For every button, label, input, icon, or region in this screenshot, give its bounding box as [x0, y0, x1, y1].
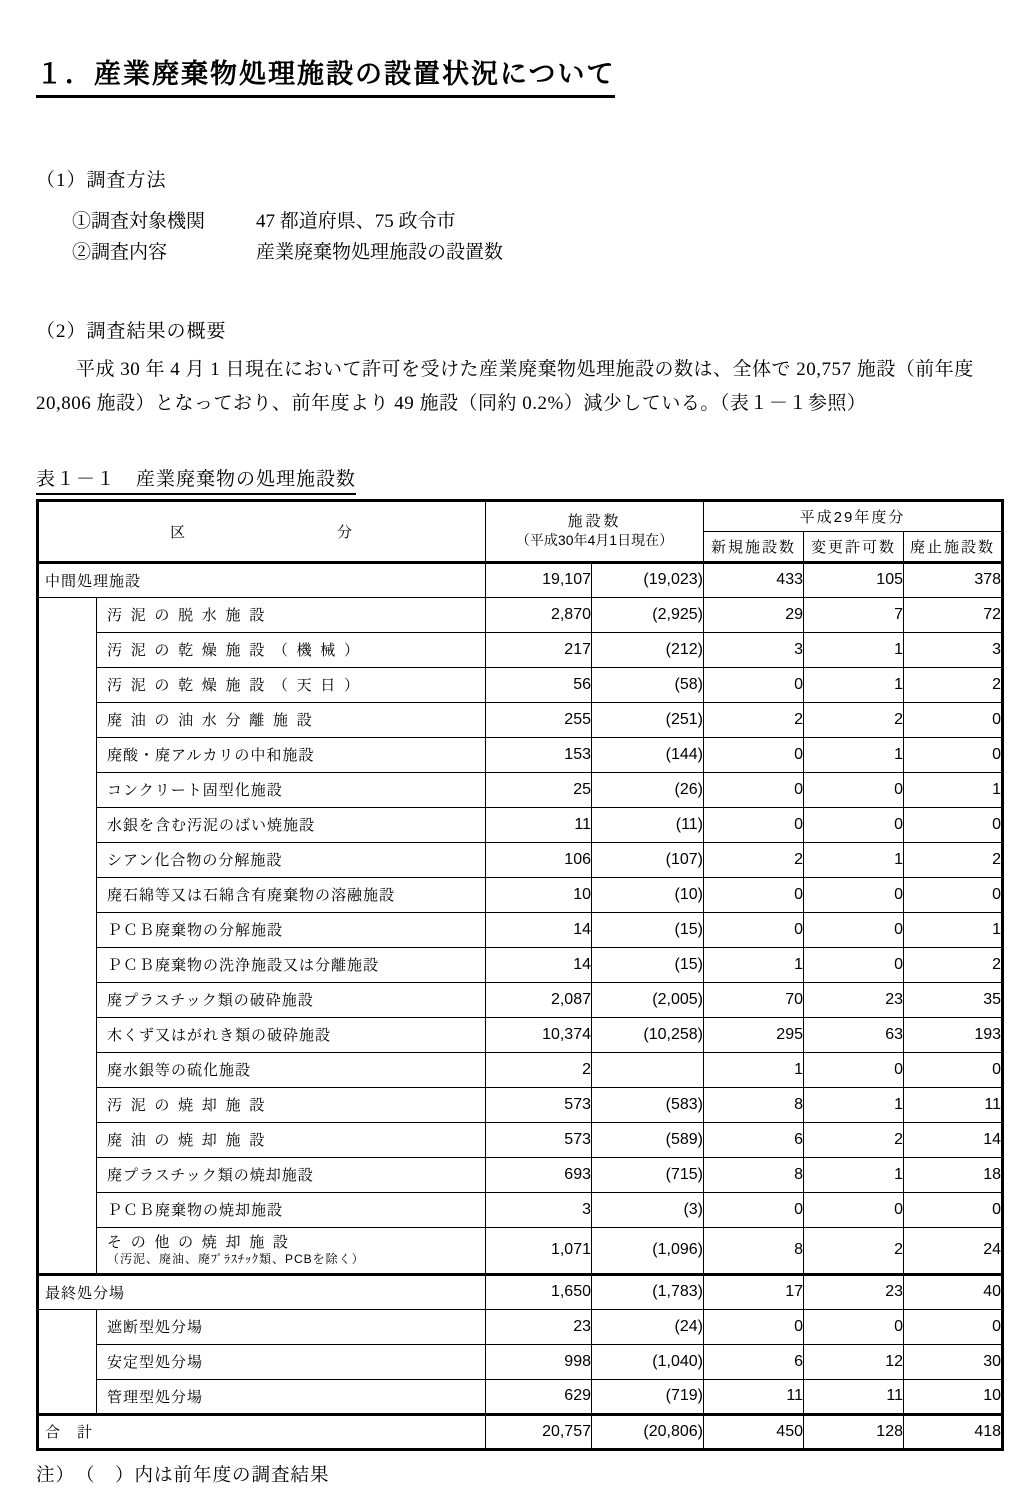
row-category-label: 汚泥の脱水施設	[97, 597, 486, 632]
cell-abolished-facilities: 11	[904, 1087, 1003, 1122]
table-header-row-1	[38, 500, 1003, 531]
cell-change-permits: 0	[804, 1192, 904, 1227]
cell-abolished-facilities: 30	[904, 1344, 1003, 1379]
cell-count-current: 573	[486, 1122, 592, 1157]
cell-change-permits: 63	[804, 1017, 904, 1052]
cell-abolished-facilities: 0	[904, 1192, 1003, 1227]
cell-change-permits: 1	[804, 667, 904, 702]
method-item-content	[72, 237, 1002, 268]
cell-new-facilities: 6	[704, 1344, 804, 1379]
cell-count-current: 23	[486, 1309, 592, 1344]
cell-abolished-facilities: 2	[904, 842, 1003, 877]
cell-abolished-facilities: 193	[904, 1017, 1003, 1052]
row-category-label: 管理型処分場	[97, 1379, 486, 1414]
cell-count-current: 1,650	[486, 1274, 592, 1309]
cell-abolished-facilities: 14	[904, 1122, 1003, 1157]
cell-count-previous-year: (3)	[592, 1192, 704, 1227]
cell-count-previous-year: (2,925)	[592, 597, 704, 632]
cell-abolished-facilities: 0	[904, 737, 1003, 772]
cell-count-current: 629	[486, 1379, 592, 1414]
table-row	[38, 737, 1003, 772]
survey-method-heading: （1）調査方法	[36, 169, 167, 191]
row-category-label: 廃酸・廃アルカリの中和施設	[97, 737, 486, 772]
row-category-label: ＰＣＢ廃棄物の焼却施設	[97, 1192, 486, 1227]
cell-count-current: 106	[486, 842, 592, 877]
cell-count-previous-year	[592, 1052, 704, 1087]
cell-new-facilities: 2	[704, 842, 804, 877]
cell-new-facilities: 3	[704, 632, 804, 667]
table-row	[38, 807, 1003, 842]
cell-count-previous-year: (107)	[592, 842, 704, 877]
row-category-label: 遮断型処分場	[97, 1309, 486, 1344]
cell-new-facilities: 433	[704, 562, 804, 597]
cell-change-permits: 1	[804, 632, 904, 667]
cell-new-facilities: 29	[704, 597, 804, 632]
method-item-content-label: ②調査内容	[72, 241, 168, 263]
row-category-label: 廃水銀等の硫化施設	[97, 1052, 486, 1087]
table-row	[38, 1227, 1003, 1274]
header-facility-count	[486, 500, 704, 562]
cell-count-previous-year: (1,783)	[592, 1274, 704, 1309]
cell-count-previous-year: (1,040)	[592, 1344, 704, 1379]
method-item-content-value: 産業廃棄物処理施設の設置数	[256, 241, 504, 263]
cell-new-facilities: 70	[704, 982, 804, 1017]
cell-count-current: 2,087	[486, 982, 592, 1017]
cell-abolished-facilities: 1	[904, 772, 1003, 807]
table-caption-wrap	[36, 464, 1002, 495]
table-row	[38, 877, 1003, 912]
method-item-target	[72, 206, 1002, 237]
row-category-label: 合 計	[38, 1414, 486, 1449]
cell-count-current: 19,107	[486, 562, 592, 597]
cell-change-permits: 23	[804, 1274, 904, 1309]
table-row	[38, 772, 1003, 807]
facility-count-table	[36, 499, 1004, 1451]
cell-count-previous-year: (19,023)	[592, 562, 704, 597]
cell-count-previous-year: (2,005)	[592, 982, 704, 1017]
row-category-label: 木くず又はがれき類の破砕施設	[97, 1017, 486, 1052]
cell-count-current: 20,757	[486, 1414, 592, 1449]
cell-count-previous-year: (212)	[592, 632, 704, 667]
cell-count-previous-year: (10)	[592, 877, 704, 912]
row-category-label: 最終処分場	[38, 1274, 486, 1309]
cell-count-previous-year: (583)	[592, 1087, 704, 1122]
method-item-target-value: 47 都道府県、75 政令市	[256, 210, 456, 232]
table-row	[38, 1309, 1003, 1344]
table-row	[38, 562, 1003, 597]
row-category-label: 汚泥の焼却施設	[97, 1087, 486, 1122]
cell-count-current: 25	[486, 772, 592, 807]
indent-spacer-cell	[38, 1309, 97, 1414]
header-category	[38, 500, 486, 562]
table-row	[38, 842, 1003, 877]
cell-count-current: 1,071	[486, 1227, 592, 1274]
cell-count-previous-year: (719)	[592, 1379, 704, 1414]
cell-abolished-facilities: 72	[904, 597, 1003, 632]
cell-count-previous-year: (26)	[592, 772, 704, 807]
cell-count-current: 573	[486, 1087, 592, 1122]
cell-change-permits: 0	[804, 772, 904, 807]
cell-count-current: 11	[486, 807, 592, 842]
table-row-total	[38, 1414, 1003, 1449]
cell-new-facilities: 0	[704, 667, 804, 702]
cell-count-current: 998	[486, 1344, 592, 1379]
cell-abolished-facilities: 3	[904, 632, 1003, 667]
cell-count-current: 10,374	[486, 1017, 592, 1052]
survey-results-paragraph: 平成 30 年 4 月 1 日現在において許可を受けた産業廃棄物処理施設の数は、全体で 20,757 施設（前年度 20,806 施設）となっており、前年度より 49 施設（同約 0.2%）減少している。（表１－１参照）	[36, 359, 974, 415]
cell-abolished-facilities: 0	[904, 807, 1003, 842]
table-caption: 表１－１ 産業廃棄物の処理施設数	[36, 464, 356, 495]
cell-change-permits: 1	[804, 737, 904, 772]
cell-count-previous-year: (1,096)	[592, 1227, 704, 1274]
header-facility-count-line2: （平成30年4月1日現在）	[515, 531, 674, 548]
cell-change-permits: 105	[804, 562, 904, 597]
cell-abolished-facilities: 2	[904, 667, 1003, 702]
cell-count-current: 255	[486, 702, 592, 737]
indent-spacer-cell	[38, 597, 97, 1274]
cell-change-permits: 1	[804, 842, 904, 877]
table-row	[38, 947, 1003, 982]
table-row	[38, 1157, 1003, 1192]
header-category-right: 分	[337, 523, 355, 541]
cell-new-facilities: 8	[704, 1227, 804, 1274]
row-category-label-line1: その他の焼却施設	[107, 1233, 297, 1251]
row-category-label: 廃プラスチック類の焼却施設	[97, 1157, 486, 1192]
row-category-label: 中間処理施設	[38, 562, 486, 597]
cell-abolished-facilities: 24	[904, 1227, 1003, 1274]
cell-new-facilities: 1	[704, 1052, 804, 1087]
table-row	[38, 632, 1003, 667]
cell-new-facilities: 17	[704, 1274, 804, 1309]
table-row	[38, 597, 1003, 632]
cell-count-previous-year: (589)	[592, 1122, 704, 1157]
table-row	[38, 1087, 1003, 1122]
cell-change-permits: 1	[804, 1157, 904, 1192]
cell-count-current: 693	[486, 1157, 592, 1192]
row-category-label: 廃プラスチック類の破砕施設	[97, 982, 486, 1017]
table-row	[38, 982, 1003, 1017]
cell-abolished-facilities: 0	[904, 1052, 1003, 1087]
cell-change-permits: 11	[804, 1379, 904, 1414]
section-survey-method	[36, 165, 1002, 269]
cell-change-permits: 0	[804, 877, 904, 912]
cell-count-current: 14	[486, 947, 592, 982]
table-row	[38, 1122, 1003, 1157]
table-row	[38, 912, 1003, 947]
cell-change-permits: 2	[804, 1122, 904, 1157]
cell-count-current: 2,870	[486, 597, 592, 632]
cell-change-permits: 128	[804, 1414, 904, 1449]
cell-new-facilities: 1	[704, 947, 804, 982]
cell-abolished-facilities: 10	[904, 1379, 1003, 1414]
cell-count-previous-year: (715)	[592, 1157, 704, 1192]
page-title: １．産業廃棄物処理施設の設置状況について	[36, 58, 615, 98]
row-category-label: 廃油の油水分離施設	[97, 702, 486, 737]
cell-abolished-facilities: 2	[904, 947, 1003, 982]
table-row	[38, 1274, 1003, 1309]
row-category-label: コンクリート固型化施設	[97, 772, 486, 807]
row-category-label: 廃石綿等又は石綿含有廃棄物の溶融施設	[97, 877, 486, 912]
cell-new-facilities: 11	[704, 1379, 804, 1414]
table-note: 注） （ ）内は前年度の調査結果	[36, 1465, 330, 1486]
cell-count-current: 10	[486, 877, 592, 912]
cell-change-permits: 0	[804, 1052, 904, 1087]
cell-count-current: 3	[486, 1192, 592, 1227]
header-h29-group: 平成29年度分	[704, 500, 1003, 531]
cell-count-previous-year: (10,258)	[592, 1017, 704, 1052]
cell-new-facilities: 0	[704, 912, 804, 947]
cell-new-facilities: 2	[704, 702, 804, 737]
cell-change-permits: 2	[804, 702, 904, 737]
section-survey-results	[36, 316, 1002, 421]
cell-abolished-facilities: 18	[904, 1157, 1003, 1192]
cell-change-permits: 0	[804, 807, 904, 842]
cell-abolished-facilities: 1	[904, 912, 1003, 947]
cell-abolished-facilities: 0	[904, 1309, 1003, 1344]
cell-change-permits: 0	[804, 1309, 904, 1344]
cell-abolished-facilities: 378	[904, 562, 1003, 597]
table-row	[38, 667, 1003, 702]
cell-count-current: 217	[486, 632, 592, 667]
cell-change-permits: 23	[804, 982, 904, 1017]
survey-method-items	[72, 206, 1002, 269]
cell-new-facilities: 0	[704, 1309, 804, 1344]
cell-new-facilities: 6	[704, 1122, 804, 1157]
table-body	[38, 562, 1003, 1449]
cell-count-previous-year: (15)	[592, 947, 704, 982]
cell-abolished-facilities: 35	[904, 982, 1003, 1017]
row-category-label: 汚泥の乾燥施設（天日）	[97, 667, 486, 702]
cell-count-previous-year: (251)	[592, 702, 704, 737]
header-category-left: 区	[169, 523, 187, 541]
cell-abolished-facilities: 40	[904, 1274, 1003, 1309]
row-category-label-line2: （汚泥、廃油、廃ﾌﾟﾗｽﾁｯｸ類、PCBを除く）	[107, 1251, 365, 1266]
survey-results-heading: （2）調査結果の概要	[36, 321, 227, 343]
cell-count-current: 56	[486, 667, 592, 702]
table-row	[38, 1192, 1003, 1227]
cell-new-facilities: 0	[704, 737, 804, 772]
table-row	[38, 1379, 1003, 1414]
row-category-label: 水銀を含む汚泥のばい焼施設	[97, 807, 486, 842]
header-facility-count-line1: 施設数	[567, 512, 622, 530]
table-row	[38, 1344, 1003, 1379]
cell-new-facilities: 0	[704, 772, 804, 807]
cell-count-current: 2	[486, 1052, 592, 1087]
cell-new-facilities: 0	[704, 877, 804, 912]
cell-new-facilities: 295	[704, 1017, 804, 1052]
row-category-label: 安定型処分場	[97, 1344, 486, 1379]
cell-new-facilities: 8	[704, 1087, 804, 1122]
cell-new-facilities: 450	[704, 1414, 804, 1449]
cell-new-facilities: 8	[704, 1157, 804, 1192]
method-item-target-label: ①調査対象機関	[72, 210, 206, 232]
cell-count-previous-year: (144)	[592, 737, 704, 772]
table-row	[38, 1052, 1003, 1087]
cell-count-previous-year: (20,806)	[592, 1414, 704, 1449]
table-row	[38, 702, 1003, 737]
cell-change-permits: 1	[804, 1087, 904, 1122]
cell-change-permits: 0	[804, 912, 904, 947]
row-category-label: シアン化合物の分解施設	[97, 842, 486, 877]
row-category-label: 廃油の焼却施設	[97, 1122, 486, 1157]
cell-abolished-facilities: 0	[904, 702, 1003, 737]
cell-new-facilities: 0	[704, 807, 804, 842]
cell-count-previous-year: (58)	[592, 667, 704, 702]
header-abolished-facilities: 廃止施設数	[904, 531, 1003, 562]
cell-change-permits: 2	[804, 1227, 904, 1274]
cell-change-permits: 12	[804, 1344, 904, 1379]
table-row	[38, 1017, 1003, 1052]
cell-count-current: 14	[486, 912, 592, 947]
cell-abolished-facilities: 418	[904, 1414, 1003, 1449]
cell-count-previous-year: (11)	[592, 807, 704, 842]
cell-count-current: 153	[486, 737, 592, 772]
row-category-label: ＰＣＢ廃棄物の分解施設	[97, 912, 486, 947]
cell-new-facilities: 0	[704, 1192, 804, 1227]
row-category-label: 汚泥の乾燥施設（機械）	[97, 632, 486, 667]
cell-abolished-facilities: 0	[904, 877, 1003, 912]
cell-count-previous-year: (15)	[592, 912, 704, 947]
row-category-label: ＰＣＢ廃棄物の洗浄施設又は分離施設	[97, 947, 486, 982]
header-change-permits: 変更許可数	[804, 531, 904, 562]
cell-change-permits: 7	[804, 597, 904, 632]
header-new-facilities: 新規施設数	[704, 531, 804, 562]
cell-change-permits: 0	[804, 947, 904, 982]
row-category-label	[97, 1227, 486, 1274]
cell-count-previous-year: (24)	[592, 1309, 704, 1344]
